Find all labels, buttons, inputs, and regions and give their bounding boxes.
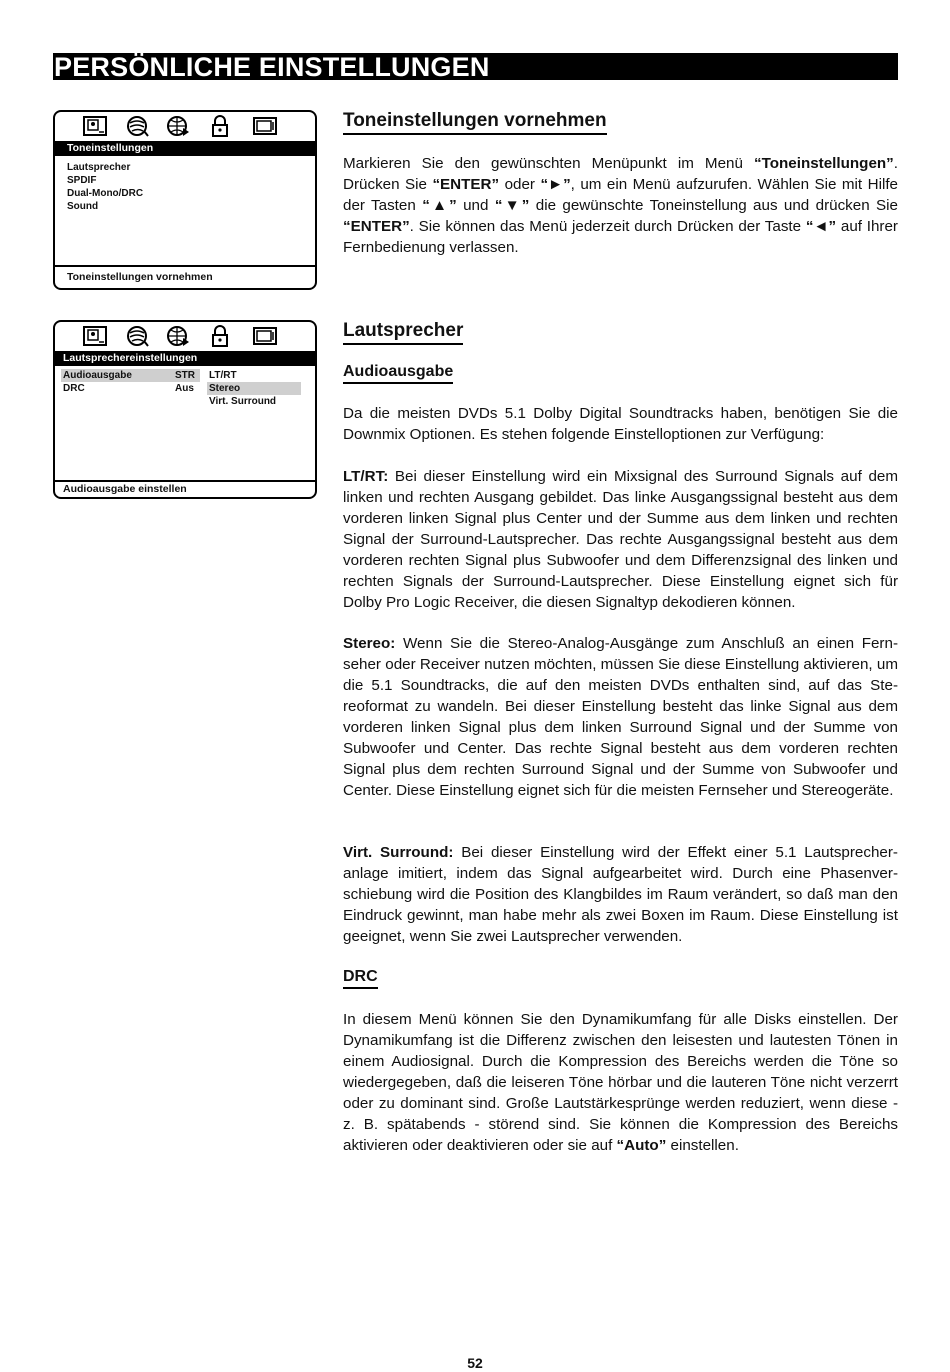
osd-row-drc[interactable] [55, 382, 315, 395]
text: In diesem Menü können Sie den Dynamikumfang für alle Disks einstellen. Der Dynamikumfang ist die Differenz zwischen den leisesten und lautesten Tönen in einem Audiosignal. Durch die Kompression des Bereichs werden die Töne so wiedergegeben, daß die leiseren Töne hörbar und die lauteren Töne nicht verzerrt oder zu dominant sind. Große Lautstärkesprünge werden reduziert, wenn diese - z. B. spätabends - störend sind. Sie können die Kompression des Bereichs aktivieren oder deaktivieren oder sie auf [343, 1011, 898, 1154]
bold-text: “▼” [494, 197, 530, 214]
paragraph-drc [343, 1009, 898, 1156]
osd-icon-bar [55, 322, 315, 351]
text: auf Ihrer Fernbedienung verlassen. [343, 218, 898, 256]
page-title: PERSÖNLICHE EINSTELLUNGEN [53, 53, 898, 80]
osd-row-value: STR [175, 370, 195, 381]
osd-header: Lautsprechereinstellungen [55, 351, 315, 366]
paragraph-virt-surround [343, 842, 898, 947]
text: oder [499, 176, 541, 193]
language-icon [165, 114, 191, 138]
bold-text: “Toneinstellungen” [753, 155, 894, 172]
subheading-audioausgabe: Audioausgabe [343, 363, 453, 384]
paragraph-toneinstellungen [343, 153, 898, 258]
term-ltrt: LT/RT: [343, 468, 389, 485]
subheading-drc: DRC [343, 968, 378, 989]
osd-row-extra [55, 395, 315, 408]
text: Wenn Sie die Stereo-Analog-Ausgänge zum Anschluß an einen Fernseher oder Receiver nutzen möchten, müssen Sie diese Einstellung aktivieren, um die 5.1 Soundtracks, die auf den meisten DVDs enthalten sind, auf das Stereoformat zu wandeln. Bei dieser Einstellung besteht das linke Signal aus dem vorderen linken Signal plus dem linken Surround Signal und der Summe von Subwoofer und Center. Das rechte Signal besteht aus dem vorderen rechten Signal plus dem rechten Surround Signal und der Summe von Subwoofer und Center. Diese Einstellung eignet sich für die meisten Fernseher und Stereogeräte. [343, 635, 898, 799]
picture-icon [82, 324, 108, 348]
text: die gewünschte Toneinstellung aus und drücken Sie [529, 197, 898, 214]
osd-option-virt-surround[interactable]: Virt. Surround [209, 396, 277, 407]
bold-text: “ENTER” [432, 176, 500, 193]
text: Markieren Sie den gewünschten Menüpunkt im Menü [343, 155, 754, 172]
language-icon [165, 324, 191, 348]
osd-row-label: Audioausgabe [63, 370, 132, 381]
text: , um ein Menü aufzurufen. Wählen Sie mit Hilfe der Tasten [343, 176, 898, 214]
osd-item-lautsprecher[interactable]: Lautsprecher [67, 162, 131, 173]
picture-icon [82, 114, 108, 138]
paragraph-stereo [343, 633, 898, 801]
osd-option-ltrt[interactable]: LT/RT [209, 370, 237, 381]
text: Bei dieser Einstellung wird ein Mixsignal des Surround Signals auf dem linken und rechten Ausgang gebildet. Das linke Ausgangssignal besteht aus dem vorderen linken Signal plus Center und der Summe aus dem linken und rechten Signal der Surround-Lautsprecher. Das rechte Ausgangssignal besteht aus dem vorderen rechten Signal plus Subwoofer und dem Differenzsignal des linken und rechten Signals der Surround-Lautsprecher. Diese Einstellung eignet sich für Dolby Pro Logic Receiver, die diesen Signaltyp dekodieren können. [343, 468, 898, 611]
osd-item-dual-mono-drc[interactable]: Dual-Mono/DRC [67, 188, 144, 199]
osd-row-value: Aus [175, 383, 194, 394]
osd-rows [55, 366, 315, 408]
bold-text: “◄” [805, 218, 837, 235]
osd-item-spdif[interactable]: SPDIF [67, 175, 97, 186]
osd-option-stereo[interactable]: Stereo [209, 383, 241, 394]
lock-icon [207, 324, 233, 348]
text: einstellen. [666, 1137, 739, 1154]
term-virt-surround: Virt. Surround: [343, 844, 454, 861]
bold-text: “Auto” [616, 1137, 667, 1154]
osd-icon-bar [55, 112, 315, 141]
term-stereo: Stereo: [343, 635, 396, 652]
osd-footer: Toneinstellungen vornehmen [55, 265, 315, 288]
osd-row-label: DRC [63, 383, 85, 394]
lock-icon [207, 114, 233, 138]
osd-row-audioausgabe[interactable] [55, 369, 315, 382]
section-heading-toneinstellungen: Toneinstellungen vornehmen [343, 110, 607, 135]
audio-icon [125, 324, 151, 348]
bold-text: “ENTER” [343, 218, 410, 235]
page-number: 52 [467, 1355, 483, 1371]
osd-item-list [55, 156, 315, 213]
tv-icon [252, 324, 278, 348]
audio-icon [125, 114, 151, 138]
osd-header: Toneinstellungen [55, 141, 315, 156]
text: Bei dieser Einstellung wird der Effekt einer 5.1 Lautsprecheranlage imitiert, indem das Signal aufgearbeitet wird. Durch eine Phasenverschiebung wird die Position des Klangbildes im Raum verändert, so daß man den Eindruck gewinnt, man habe mehr als zwei Boxen im Raum. Diese Einstellung ist geeignet, wenn Sie zwei Lautsprecher verwenden. [343, 844, 898, 945]
paragraph-intro: Da die meisten DVDs 5.1 Dolby Digital Soundtracks haben, benötigen Sie die Downmix Optionen. Es stehen folgende Einstelloptionen zur Verfügung: [343, 405, 898, 443]
bold-text: “►” [540, 176, 571, 193]
osd-footer: Audioausgabe einstellen [55, 480, 315, 497]
osd-menu-sound-settings [53, 110, 317, 290]
section-heading-lautsprecher: Lautsprecher [343, 320, 463, 345]
paragraph-ltrt [343, 466, 898, 613]
osd-menu-speaker-settings [53, 320, 317, 499]
tv-icon [252, 114, 278, 138]
text: . Sie können das Menü jederzeit durch Drücken der Taste [409, 218, 806, 235]
text: . Drücken Sie [343, 155, 898, 193]
osd-item-sound[interactable]: Sound [67, 201, 99, 212]
bold-text: “▲” [422, 197, 457, 214]
text: und [456, 197, 495, 214]
